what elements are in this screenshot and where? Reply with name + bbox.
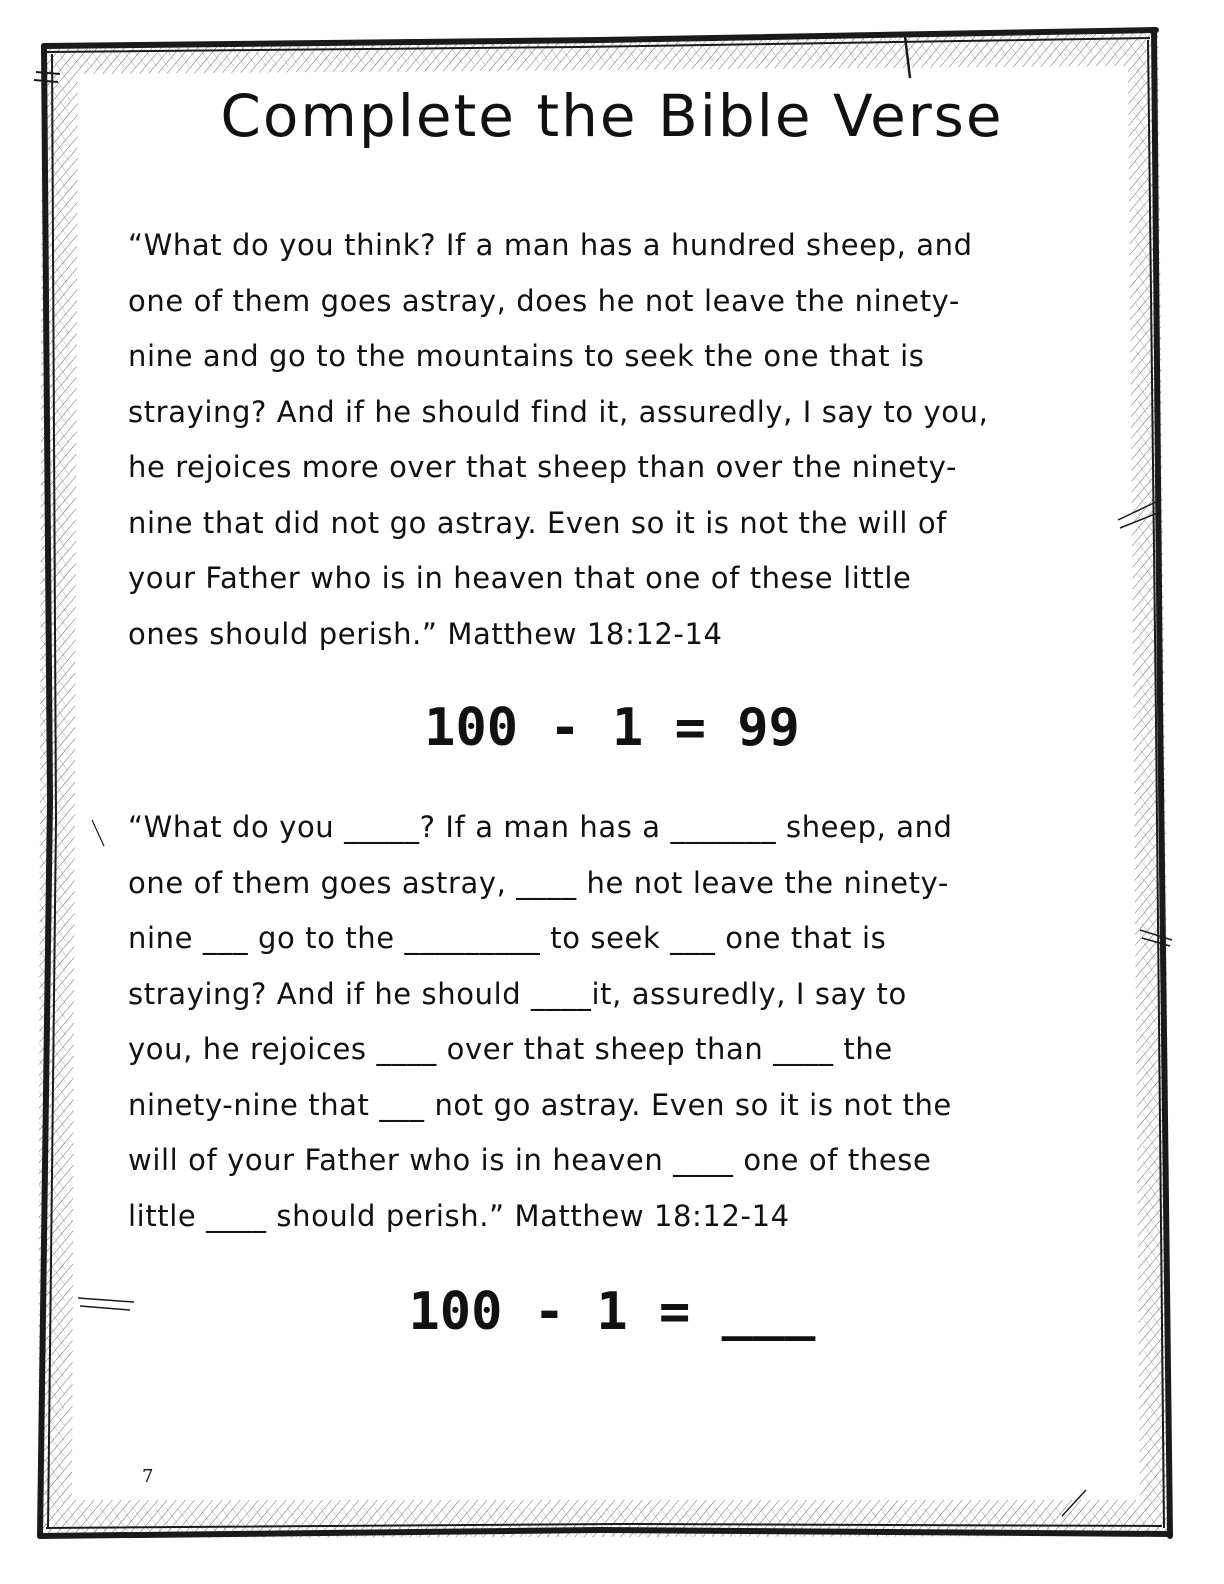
exercise-line: straying? And if he should ____it, assuredly, I say to bbox=[128, 976, 907, 1011]
exercise-line: ninety-nine that ___ not go astray. Even so it is not the bbox=[128, 1087, 952, 1122]
exercise-line: nine ___ go to the _________ to seek ___ one that is bbox=[128, 921, 887, 955]
exercise-line: will of your Father who is in heaven ____ one of these bbox=[128, 1143, 932, 1177]
blank-subtraction-equation: 100 - 1 = ___ bbox=[408, 1282, 816, 1342]
verse-line: nine that did not go astray. Even so it is not the will of bbox=[128, 505, 947, 540]
exercise-line: one of them goes astray, ____ he not leave the ninety- bbox=[128, 865, 949, 900]
page-number: 7 bbox=[142, 1466, 154, 1487]
exercise-line: little ____ should perish.” Matthew 18:12-14 bbox=[128, 1198, 790, 1233]
verse-line: “What do you think? If a man has a hundred sheep, and bbox=[128, 228, 973, 262]
verse-line: one of them goes astray, does he not leave the ninety- bbox=[128, 283, 960, 318]
verse-line: he rejoices more over that sheep than over the ninety- bbox=[128, 450, 958, 484]
bible-verse-passage bbox=[128, 218, 1118, 662]
subtraction-equation: 100 - 1 = 99 bbox=[424, 698, 800, 758]
page-title: Complete the Bible Verse bbox=[220, 82, 1004, 150]
fill-in-the-blank-passage bbox=[128, 800, 1118, 1244]
verse-line: straying? And if he should find it, assuredly, I say to you, bbox=[128, 394, 989, 429]
exercise-line: “What do you _____? If a man has a _______ sheep, and bbox=[128, 810, 953, 844]
verse-line: nine and go to the mountains to seek the one that is bbox=[128, 339, 925, 373]
verse-line: ones should perish.” Matthew 18:12-14 bbox=[128, 616, 723, 651]
exercise-line: you, he rejoices ____ over that sheep than ____ the bbox=[128, 1032, 893, 1066]
verse-line: your Father who is in heaven that one of these little bbox=[128, 561, 912, 595]
